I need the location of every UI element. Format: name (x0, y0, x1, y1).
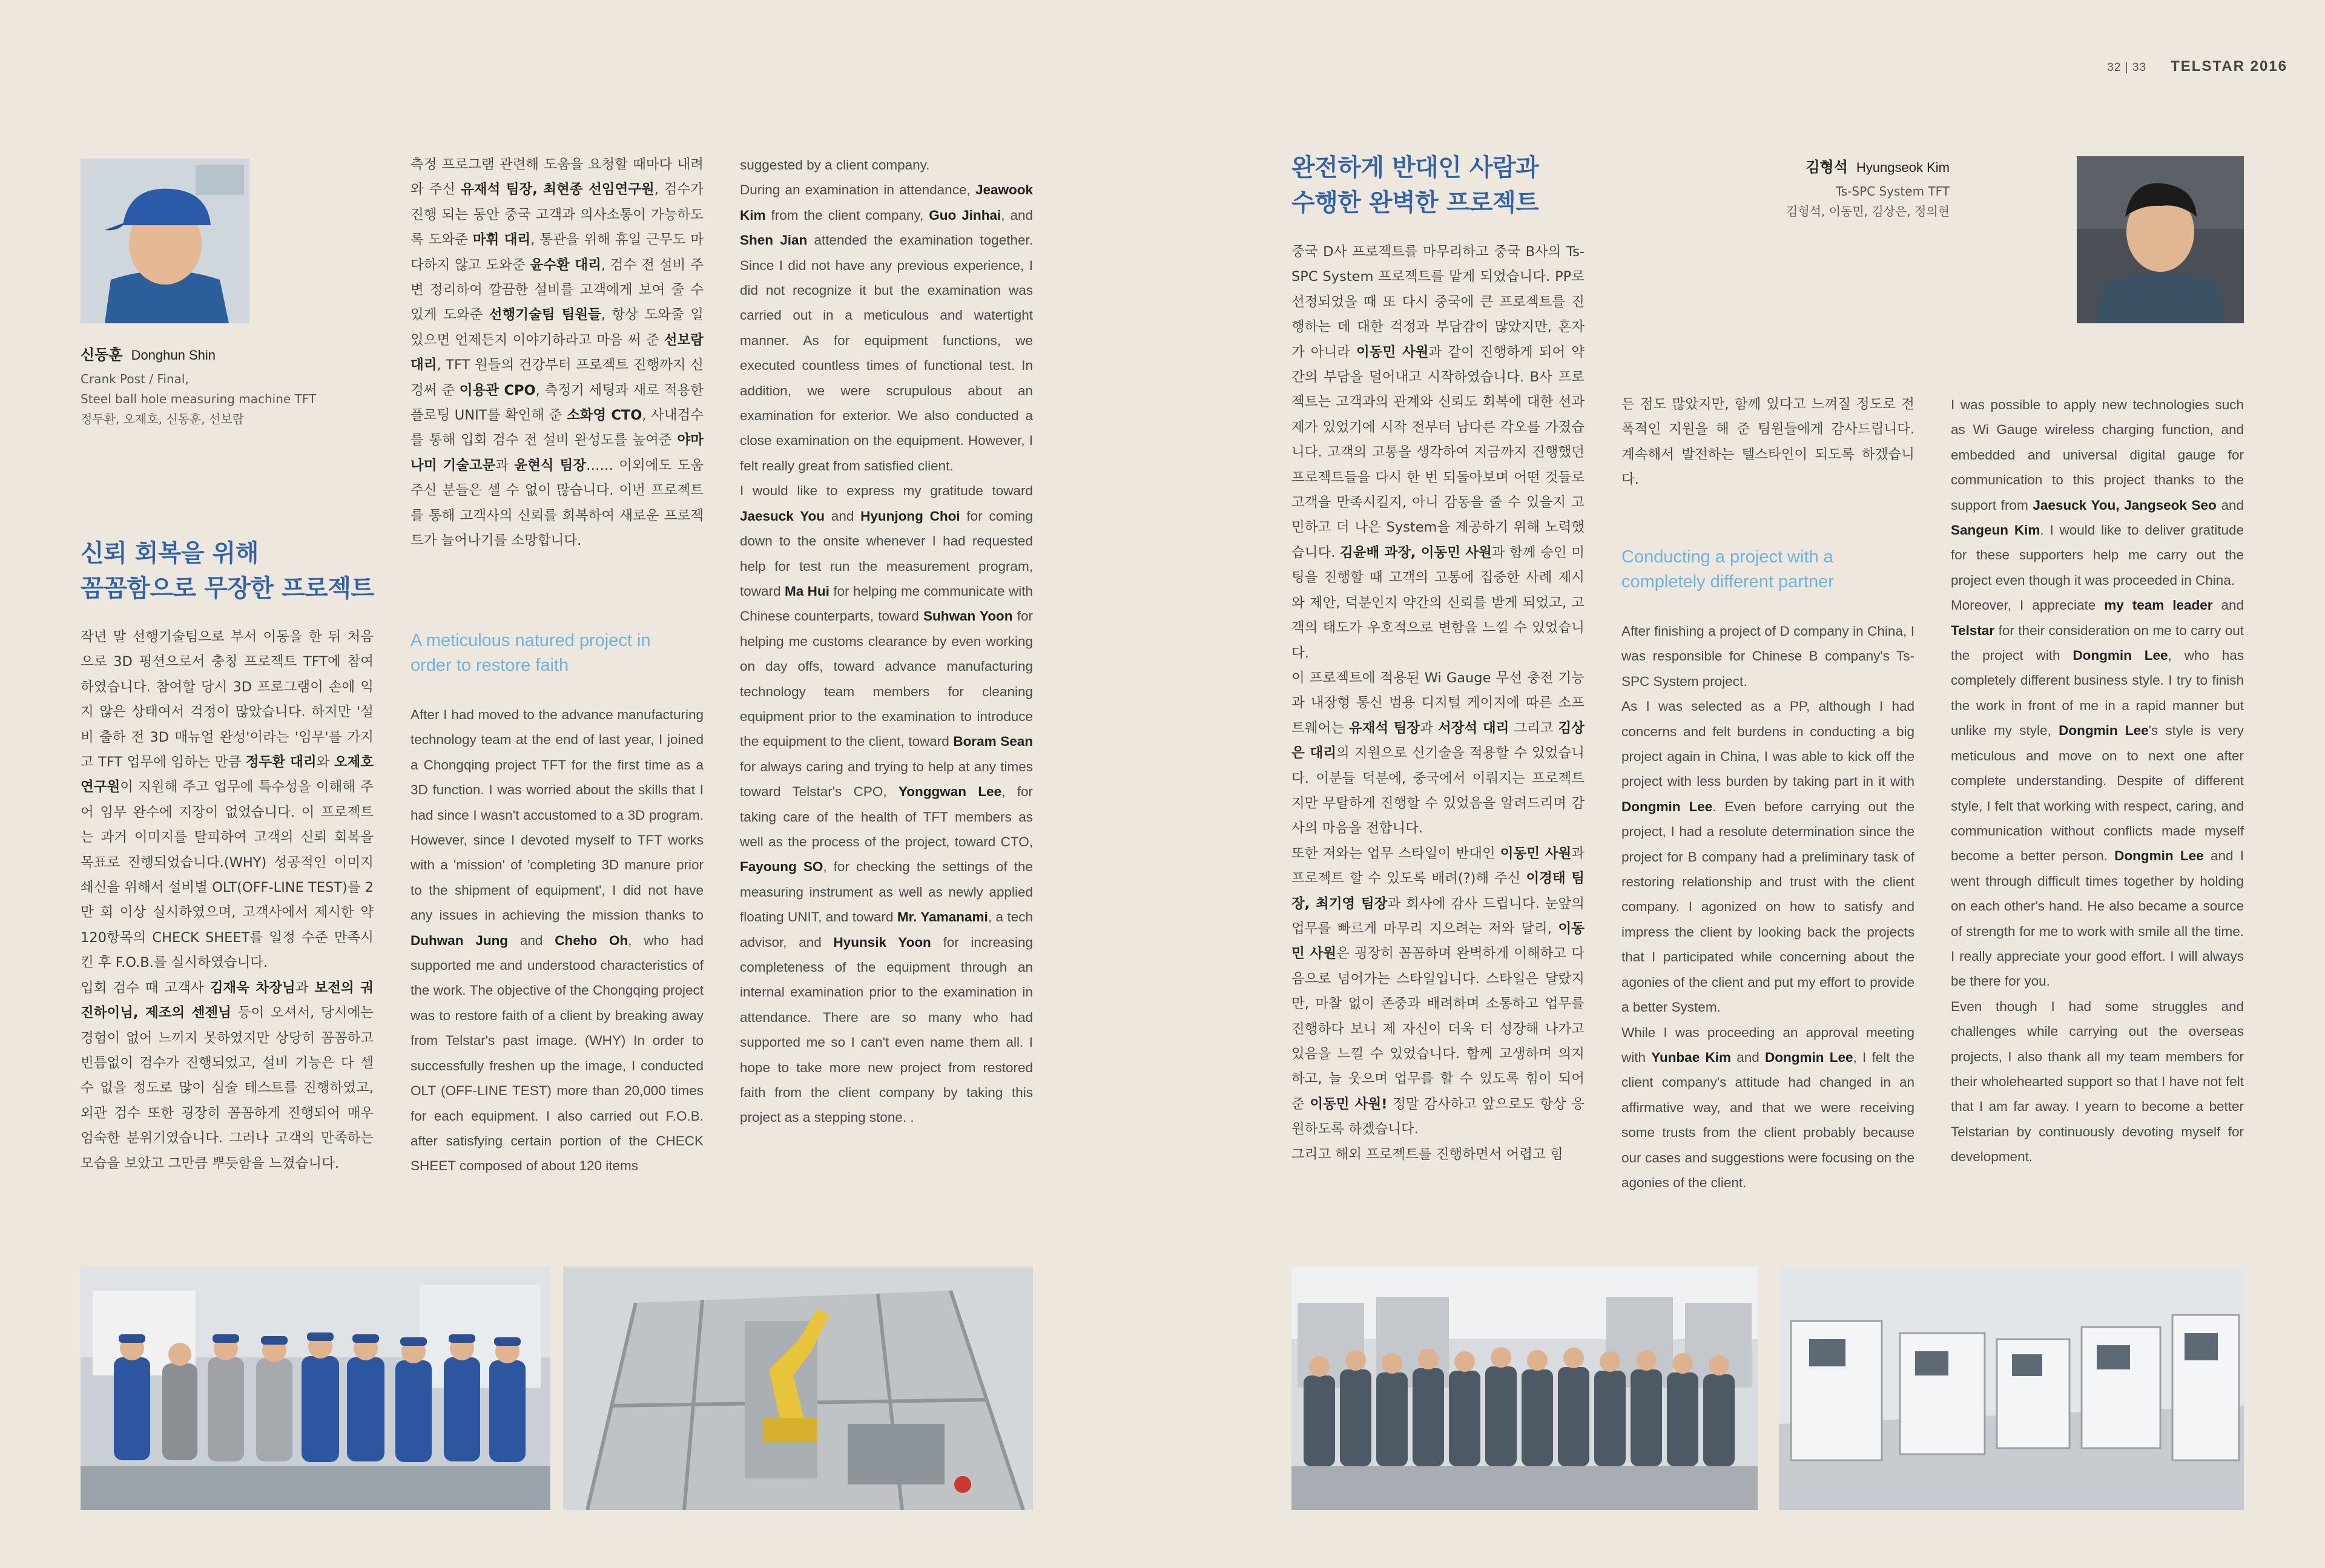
emphasized-name: Guo Jinhai (929, 207, 1001, 223)
text-run: , a tech advisor, and (740, 909, 1033, 950)
text-run: , I felt the client company's attitude had changed in an affirmative way, and that we were receiving some trusts from the client probably because our cases and suggestions were focusing on the agonies of the client. (1621, 1049, 1914, 1190)
person-name-ko: 김형석 (1806, 159, 1848, 176)
production-line-photo-icon (1779, 1267, 2244, 1510)
photo-team-right (1291, 1267, 1758, 1510)
body-paragraph (1621, 619, 1914, 694)
body-column-en-right-1 (1621, 619, 1914, 1224)
emphasized-name: 이용관 CPO (459, 382, 536, 398)
text-run: suggested by a client company. (740, 157, 930, 173)
person-name-en: Donghun Shin (131, 348, 216, 363)
text-run: , for taking care of the health of TFT members as well as the process of the project, toward CTO, (740, 784, 1033, 849)
emphasized-name: 선행기술팀 팀원들 (489, 307, 601, 323)
text-run: , who had supported me and understood characteristics of the work. The objective of the Chongqing project was to restore faith of a client by breaking away from Telstar's past image. (WHY) In order to successfully freshen up the image, I conducted OLT (OFF-LINE TEST) more than 20,000 times for each equipment. I also carried out F.O.B. after satisfying certain portion of the CHECK SHEET composed of about 120 items (411, 932, 704, 1174)
emphasized-name: my team leader (2104, 598, 2213, 613)
text-run: 또한 저와는 업무 스타일이 반대인 (1291, 845, 1500, 861)
text-run: , 항상 도와줄 일 있으면 언제든지 이야기하라고 마음 써 준 (411, 307, 704, 348)
person-meta-right (1786, 182, 1950, 222)
portrait-hyungseok-kim (2077, 156, 2244, 323)
person-meta-line: Crank Post / Final, (81, 372, 189, 386)
title-line: order to restore faith (411, 656, 569, 675)
right-page (1162, 0, 2325, 1568)
emphasized-name: 김상은 대리 (1291, 720, 1585, 762)
portrait-donghun-shin (81, 159, 249, 323)
text-run: for increasing completeness of the equipment through an internal examination prior to the examination in attendance. There are so many who had supported me so I can't even name them all. I hope to take more new project from restored faith from the client company by taking this project as a stepping stone. . (740, 934, 1033, 1125)
text-run: 이 프로젝트에 적용된 Wi Gauge 무선 충전 기능과 내장형 통신 범용 디지털 게이지에 따른 소프트웨어는 (1291, 670, 1585, 736)
text-run: I was possible to apply new technologies such as Wi Gauge wireless charging function, and embedded and universal digital gauge for communication to this project thanks to the support from (1951, 397, 2244, 513)
portrait-photo-icon (81, 159, 249, 323)
body-paragraph (740, 177, 1033, 478)
body-paragraph (1291, 666, 1585, 842)
text-run: , TFT 원들의 건강부터 프로젝트 진행까지 신경써 준 (411, 357, 704, 398)
text-run: 's style is very meticulous and move on to next one after complete understanding. Despite of different style, I felt that working with respect, caring, and communication without conflicts made myself become a better person. (1951, 723, 2244, 864)
article-title-en-right (1621, 545, 1834, 595)
text-run: During an examination in attendance, (740, 182, 975, 198)
emphasized-name: 소화영 CTO (566, 407, 642, 424)
text-run: , 통관을 위해 휴일 근무도 마다하지 않고 도와준 (411, 232, 704, 273)
text-run: 과 프로젝트 할 수 있도록 배려(?)해 주신 (1291, 845, 1585, 887)
emphasized-name: 선보람 대리 (411, 332, 704, 374)
portrait-photo-icon (2077, 156, 2244, 323)
team-photo-icon (1291, 1267, 1758, 1510)
person-meta-line: 김형석, 이동민, 김상은, 정의현 (1786, 204, 1950, 219)
text-run: 작년 말 선행기술팀으로 부서 이동을 한 뒤 처음으로 3D 핑션으로서 충칭 프로젝트 TFT에 참여하였습니다. 참여할 당시 3D 프로그램이 손에 익지 않은 상태여서 걱정이 많았습니다. 하지만 '설비 출하 전 3D 매뉴얼 완성'이라는 '임무'를 가지고 TFT 업무에 임하는 만큼 (81, 629, 374, 771)
magazine-title: TELSTAR 2016 (2171, 58, 2287, 74)
text-run: 과 같이 진행하게 되어 약간의 부담을 덜어내고 시작하였습니다. B사 프로젝트는 고객과의 관계와 신뢰도 회복에 대한 선과제가 있었기에 시작 전부터 남다른 각오를 가졌습니다. 고객의 고통을 생각하여 지금까지 진행했던 프로젝트들을 다시 한 번 되돌아보며 어떤 것들로 고객을 만족시킬지, 아니 감동을 줄 수 있을지 고민하고 더 나은 System을 제공하기 위해 노력했습니다. (1291, 344, 1585, 561)
text-run: . Even before carrying out the project, I had a resolute determination since the project for B company had a preliminary task of restoring relationship and trust with the client company. I agonized on how to satisfy and impress the client by looking back the projects that I participated while concerning about the agonies of the client and put my effort to provide a better System. (1621, 799, 1914, 1015)
text-run: for helping me communicate with Chinese counterparts, toward (740, 583, 1033, 624)
emphasized-name: 이동민 사원! (1310, 1096, 1388, 1112)
emphasized-name: 이동민 사원 (1291, 920, 1585, 962)
text-run: 과 함께 승인 미팅을 진행할 때 고객의 고통에 집중한 사례 제시와 제안, 덕분인지 약간의 신뢰를 받게 되었고, 고객의 태도가 우호적으로 변함을 느낄 수 있었습니다. (1291, 544, 1585, 661)
person-meta-line: Ts-SPC System TFT (1835, 184, 1950, 199)
title-line: completely different partner (1621, 572, 1834, 591)
body-paragraph (411, 702, 704, 1179)
emphasized-name: 이동민 사원 (1356, 344, 1429, 360)
body-column-ko-right-2 (1621, 392, 1914, 501)
text-run: for their consideration on me to carry out the project with (1951, 622, 2244, 664)
person-meta-left (81, 369, 316, 429)
title-line: A meticulous natured project in (411, 631, 651, 650)
text-run: 등이 오셔서, 당시에는 경험이 없어 느끼지 못하였지만 상당히 꼼꼼하고 빈틈없이 검수가 진행되었고, 설비 기능은 다 셀 수 없을 정도로 많이 심술 테스트를 진행하였고, 외관 검수 또한 굉장히 꼼꼼하게 진행되어 매우 엄숙한 분위기였습니다. 그러나 고객의 만족하는 모습을 보았고 그만큼 뿌듯함을 느꼈습니다. (81, 1005, 374, 1171)
emphasized-name: 정두환 대리 (245, 754, 317, 771)
text-run: 이 지원해 주고 업무에 특수성을 이해해 주어 임무 완수에 지장이 없었습니다. 이 프로젝트는 과거 이미지를 탈피하여 고객의 신뢰 회복을 목표로 진행되었습니다.(WHY) 성공적인 이미지 쇄신을 위해서 설비별 OLT(OFF-LINE TEST)를 2만 회 이상 실시하였으며, 고객사에서 제시한 약 120항목의 CHECK SHEET를 일정 수준 만족시킨 후 F.O.B.를 실시하였습니다. (81, 779, 374, 971)
text-run: and (825, 508, 861, 524)
text-run: 정말 감사하고 앞으로도 항상 응원하도록 하겠습니다. (1291, 1096, 1585, 1138)
body-paragraph (1291, 240, 1585, 666)
text-run: , 사내검수를 통해 입회 검수 전 설비 완성도를 높여준 (411, 407, 704, 449)
emphasized-name: Dongmin Lee (2059, 723, 2149, 739)
body-paragraph (740, 153, 1033, 177)
body-paragraph (1291, 1142, 1585, 1167)
emphasized-name: 이동민 사원 (1500, 845, 1572, 861)
text-run: , and (1001, 207, 1033, 223)
body-paragraph (1951, 994, 2244, 1170)
body-paragraph (740, 478, 1033, 1130)
emphasized-name: 보전의 궈진하이님, 제조의 센젠님 (81, 980, 374, 1021)
page-folio (2107, 58, 2287, 75)
team-photo-icon (81, 1267, 550, 1510)
body-paragraph (1621, 694, 1914, 1020)
text-run: and (508, 932, 555, 948)
body-paragraph (1621, 392, 1914, 493)
emphasized-name: Jeawook Kim (740, 182, 1033, 223)
title-line: 꼼꼼함으로 무장한 프로젝트 (81, 575, 374, 602)
text-run: 그리고 (1509, 720, 1558, 736)
emphasized-name: Sangeun Kim (1951, 522, 2040, 538)
text-run: , 검수 전 설비 주변 정리하여 깔끔한 설비를 고객에게 보여 줄 수 있게 도와준 (411, 257, 704, 323)
emphasized-name: 서장석 대리 (1438, 720, 1509, 736)
emphasized-name: Dongmin Lee (2073, 648, 2168, 664)
emphasized-name: Hyunjong Choi (860, 508, 960, 524)
text-run: 과 (295, 980, 315, 996)
article-title-en-left (411, 628, 651, 678)
emphasized-name: 이경태 팀장, 최기영 팀장 (1291, 871, 1585, 912)
text-run: 중국 D사 프로젝트를 마무리하고 중국 B사의 Ts-SPC System 프로젝트를 맡게 되었습니다. PP로 선정되었을 때 또 다시 중국에 큰 프로젝트를 진행하는 데 대한 걱정과 부담감이 많았지만, 혼자가 아니라 (1291, 244, 1585, 360)
emphasized-name: Hyunsik Yoon (833, 934, 931, 950)
photo-robot-equipment (563, 1267, 1033, 1510)
text-run: While I was proceeding an approval meeting with (1621, 1024, 1914, 1065)
text-run: 의 지원으로 신기술을 적용할 수 있었습니다. 이분들 덕분에, 중국에서 이뤄지는 프로젝트지만 무탈하게 진행할 수 있었음을 알려드리며 감사의 마음을 전합니다. (1291, 745, 1585, 837)
text-run: and (2212, 598, 2244, 613)
article-title-ko-right (1291, 150, 1538, 220)
emphasized-name: 김재욱 차장님 (209, 980, 295, 996)
text-run: 과 (1420, 720, 1438, 736)
person-meta-line: Steel ball hole measuring machine TFT (81, 392, 317, 406)
person-name-right (1806, 155, 1950, 176)
text-run: and (2216, 497, 2244, 513)
text-run: I would like to express my gratitude toward (740, 483, 1033, 499)
text-run: , 측정기 세팅과 새로 적용한 플로팅 UNIT를 확인해 준 (411, 382, 704, 424)
text-run: . I would like to deliver gratitude for these supporters help me carry out the project even though it was proceeded in China. (1951, 522, 2244, 588)
emphasized-name: Yonggwan Lee (898, 784, 1002, 800)
robot-machine-photo-icon (563, 1267, 1033, 1510)
emphasized-name: 유재석 팀장 (1348, 720, 1420, 736)
article-title-ko-left (81, 536, 374, 606)
body-paragraph (1291, 842, 1585, 1142)
title-line: 완전하게 반대인 사람과 (1291, 154, 1539, 182)
body-column-en-left-2 (740, 153, 1033, 1230)
emphasized-name: Cheho Oh (555, 932, 628, 948)
body-paragraph (1621, 1020, 1914, 1196)
text-run: After finishing a project of D company in China, I was responsible for Chinese B company's Ts-SPC System project. (1621, 624, 1914, 689)
body-column-en-left-1 (411, 702, 704, 1229)
text-run: Even though I had some struggles and challenges while carrying out the overseas projects, I also thank all my team members for their wholehearted support so that I have not felt that I am far away. I yearn to become a better Telstarian by continuously devoting myself for development. (1951, 998, 2244, 1165)
person-name-en: Hyungseok Kim (1856, 160, 1950, 175)
emphasized-name: Dongmin Lee (2114, 848, 2204, 864)
emphasized-name: Mr. Yamanami (897, 909, 988, 925)
emphasized-name: Yunbae Kim (1651, 1049, 1732, 1065)
body-paragraph (81, 976, 374, 1176)
photo-production-line (1779, 1267, 2244, 1510)
emphasized-name: Dongmin Lee (1621, 799, 1713, 814)
text-run: , for checking the settings of the measuring instrument as well as newly applied floating UNIT, and toward (740, 859, 1033, 925)
emphasized-name: 윤수환 대리 (530, 257, 601, 273)
text-run: for coming down to the onsite whenever I had requested help for test run the measurement program, toward (740, 508, 1033, 599)
text-run: After I had moved to the advance manufacturing technology team at the end of last year, I joined a Chongqing project TFT for the first time as a 3D function. I was worried about the skills that I had since I wasn't accustomed to a 3D program. However, since I devoted myself to TFT works with a 'mission' of 'completing 3D manure prior to the shipment of equipment', I did not have any issues in achieving the mission thanks to (411, 707, 704, 923)
text-run: and I went through difficult times together by holding on each other's hand. He also became a source of strength for me to work with smile all the time. I really appreciate your good effort. I will always be there for you. (1951, 848, 2244, 989)
text-run: As I was selected as a PP, although I had concerns and felt burdens in conducting a big project again in China, I was able to kick off the project with less burden by taking part in it with (1621, 699, 1914, 789)
body-paragraph (1951, 392, 2244, 593)
person-meta-line: 정두환, 오제호, 신동훈, 선보람 (81, 412, 244, 426)
emphasized-name: Duhwan Jung (411, 932, 509, 948)
left-page (0, 0, 1162, 1568)
emphasized-name: Suhwan Yoon (923, 608, 1013, 624)
body-paragraph (411, 153, 704, 554)
body-column-ko-left-1 (81, 625, 374, 1230)
body-column-en-right-2 (1951, 392, 2244, 1222)
emphasized-name: Jaesuck You (740, 508, 825, 524)
emphasized-name: Shen Jian (740, 232, 808, 248)
body-column-ko-left-2 (411, 153, 704, 582)
text-run: 과 회사에 감사 드립니다. 눈앞의 업무를 빠르게 마무리 지으려는 저와 달리, (1291, 895, 1585, 937)
text-run: 입회 검수 때 고객사 (81, 980, 210, 996)
emphasized-name: Dongmin Lee (1765, 1049, 1853, 1065)
text-run: 와 (316, 754, 334, 771)
text-run: from the client company, (765, 207, 929, 223)
emphasized-name: Telstar (1951, 622, 1995, 638)
text-run: for helping me customs clearance by even working on day offs, toward advance manufacturing technology team members for cleaning equipment prior to the examination to introduce the equipment to the client, toward (740, 608, 1033, 749)
emphasized-name: 김윤배 과장, 이동민 사원 (1339, 544, 1492, 561)
text-run: , who has completely different business style. I try to finish the work in front of me in a rapid manner but unlike my style, (1951, 648, 2244, 739)
text-run: 든 점도 많았지만, 함께 있다고 느껴질 정도로 전폭적인 지원을 해 준 팀원들에게 감사드립니다. 계속해서 발전하는 텔스타인이 되도록 하겠습니다. (1621, 397, 1914, 488)
body-paragraph (81, 625, 374, 976)
text-run: 측정 프로그램 관련해 도움을 요청할 때마다 내려와 주신 (411, 157, 704, 198)
text-run: and (1731, 1049, 1766, 1065)
text-run: for always caring and trying to help at any times toward Telstar's CPO, (740, 759, 1033, 800)
text-run: 그리고 해외 프로젝트를 진행하면서 어렵고 힘 (1291, 1146, 1563, 1162)
text-run: , 검수가 진행 되는 동안 중국 고객과 의사소통이 가능하도록 도와준 (411, 182, 704, 248)
page-numbers: 32 | 33 (2107, 61, 2147, 74)
emphasized-name: Boram Sean (953, 734, 1033, 749)
emphasized-name: 유재석 팀장, 최현종 선임연구원 (460, 182, 655, 198)
emphasized-name: Fayoung SO (740, 859, 823, 875)
text-run: 은 굉장히 꼼꼼하며 완벽하게 이해하고 다음으로 넘어가는 스타일입니다. 스타일은 달랐지만, 마찰 없이 존중과 배려하며 소통하고 업무를 진행하다 보니 제 자신이 더욱 더 성장해 나가고 있음을 느낄 수 있었습니다. 함께 고생하며 의지하고, 늘 웃으며 업무를 할 수 있도록 힘이 되어 준 (1291, 946, 1585, 1112)
person-name-ko: 신동훈 (81, 346, 123, 363)
emphasized-name: 야마나미 기술고문 (411, 432, 704, 473)
text-run: …… 이외에도 도움주신 분들은 셀 수 없이 많습니다. 이번 프로젝트를 통해 고객사의 신뢰를 회복하여 새로운 프로젝트가 늘어나기를 소망합니다. (411, 457, 704, 549)
person-name-left (81, 343, 216, 364)
emphasized-name: 윤현식 팀장 (514, 457, 587, 473)
photo-team-left (81, 1267, 550, 1510)
text-run: Moreover, I appreciate (1951, 598, 2105, 613)
emphasized-name: Jaesuck You, Jangseok Seo (2033, 497, 2217, 513)
body-paragraph (1951, 593, 2244, 994)
title-line: 신뢰 회복을 위해 (81, 539, 259, 567)
text-run: 과 (495, 457, 515, 473)
text-run: attended the examination together. Since I did not have any previous experience, I did not recognize it but the examination was carried out in a meticulous and watertight manner. As for equipment functions, we executed countless times of functional test. In addition, we were scrupulous about an examination for exterior. We also conducted a close examination on the equipment. However, I felt really great from satisfied client. (740, 232, 1033, 473)
title-line: Conducting a project with a (1621, 547, 1833, 567)
title-line: 수행한 완벽한 프로젝트 (1291, 189, 1539, 217)
emphasized-name: 마휘 대리 (472, 232, 531, 248)
emphasized-name: Ma Hui (784, 583, 829, 599)
emphasized-name: 오제호 연구원 (81, 754, 374, 796)
body-column-ko-right-1 (1291, 240, 1585, 1220)
